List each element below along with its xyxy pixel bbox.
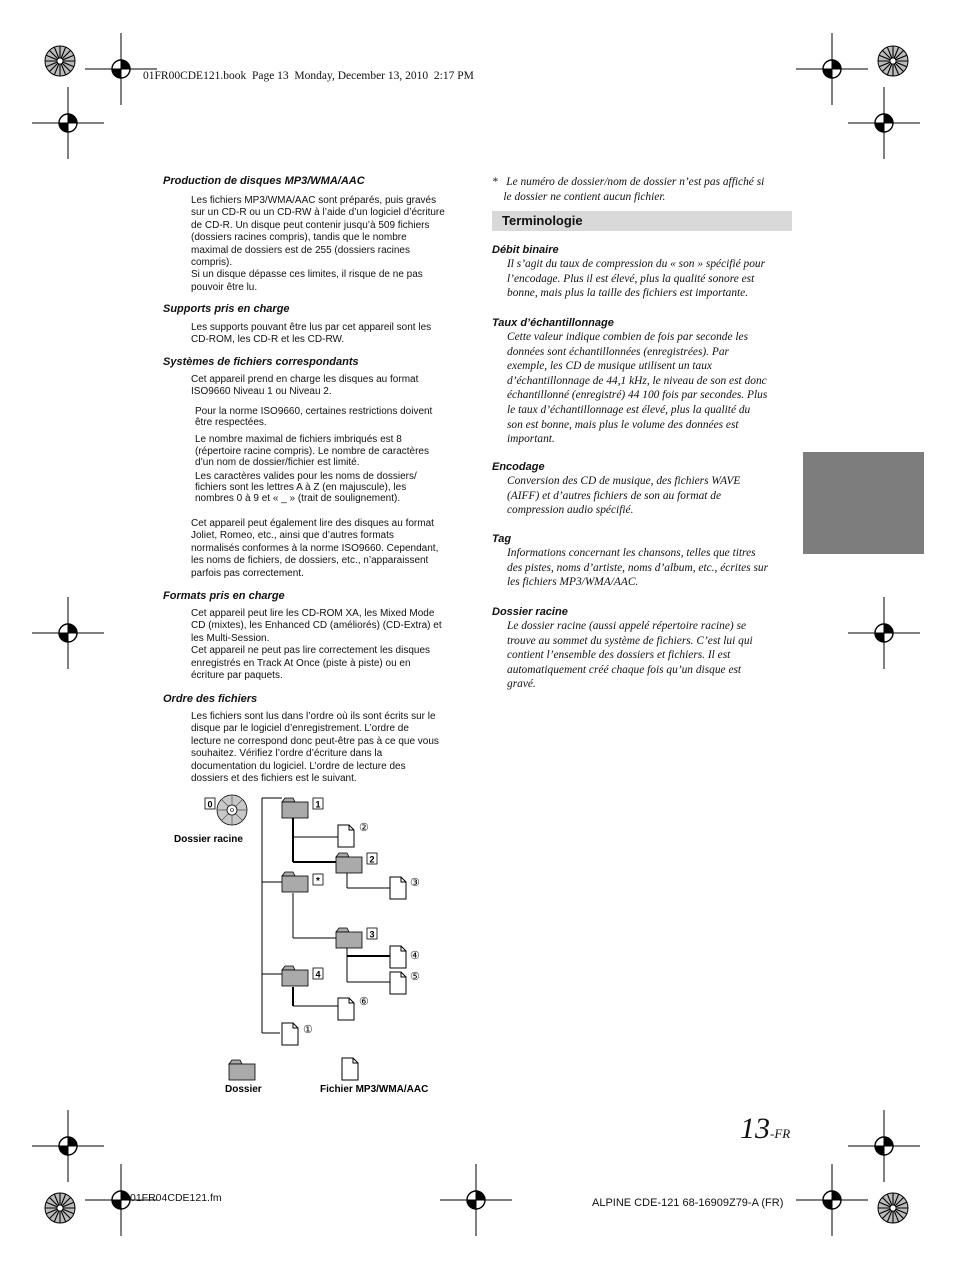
crosshair-mark — [796, 33, 868, 105]
file-icon — [390, 877, 406, 899]
corner-star-bottom-right — [878, 1193, 908, 1223]
footer-filename: 01FR04CDE121.fm — [130, 1192, 222, 1204]
crosshair-mark — [32, 87, 104, 159]
term-body: Cette valeur indique combien de fois par seconde les données sont échantillonnées (enregistrées). Par exemple, les CD de musique utilisent un taux d’échantillonnage de 44,1 kHz, le niveau de son est donc échantillonné (enregistré) 44 100 fois par secondes. Plus le taux d’échantillonnage est élevé, plus la qualité du son est bonne, mais plus le volume des données est important. — [507, 331, 768, 446]
diagram-file-label: ② — [359, 822, 369, 834]
section-heading: Ordre des fichiers — [163, 693, 258, 705]
folder-icon — [336, 853, 362, 873]
file-icon — [338, 998, 354, 1020]
section-heading: Supports pris en charge — [163, 303, 290, 315]
diagram-box-label: * — [316, 876, 320, 887]
diagram-file-label: ① — [303, 1024, 313, 1036]
diagram-box-label: 1 — [315, 799, 321, 810]
file-order-diagram — [170, 788, 460, 1100]
page-number-suffix: -FR — [770, 1126, 791, 1141]
root-disc-icon — [217, 795, 247, 825]
diagram-box-label: 2 — [369, 854, 375, 865]
term-body: Informations concernant les chansons, telles que titres des pistes, noms d’artiste, noms d’album, etc., écrites sur les fichiers MP3/WMA/AAC. — [507, 547, 769, 589]
diagram-box-label: 4 — [315, 969, 321, 980]
folder-icon — [282, 966, 308, 986]
root-folder-label: Dossier racine — [174, 834, 243, 845]
section-body: Les fichiers MP3/WMA/AAC sont préparés, puis gravés sur un CD-R ou un CD-RW à l’aide d’un logiciel d’écriture de CD-R. Un disque peut contenir jusqu’à 509 fichiers (dossiers racines compris), tandis que le nombre maximal de dossiers est de 255 (dossiers racines compris). Si un disque dépasse ces limites, il risque de ne pas pouvoir être lu. — [191, 195, 445, 293]
note-item: Le nombre maximal de fichiers imbriqués est 8 (répertoire racine compris). Le nombre de caractères d’un nom de dossier/fichier est limité. — [195, 434, 429, 468]
crosshair-mark — [848, 597, 920, 669]
file-icon — [390, 946, 406, 968]
term-body: Le dossier racine (aussi appelé répertoire racine) se trouve au sommet du système de fichiers. C’est lui qui contient l’ensemble des dossiers et fichiers. Il est automatiquement créé chaque fois qu’un disque est gravé. — [507, 620, 753, 691]
file-icon — [282, 1023, 298, 1045]
side-tab — [803, 452, 924, 554]
file-icon — [338, 825, 354, 847]
section-body: Les supports pouvant être lus par cet appareil sont les CD-ROM, les CD-R et les CD-RW. — [191, 322, 432, 346]
section-heading: Systèmes de fichiers correspondants — [163, 356, 359, 368]
term-heading: Taux d’échantillonnage — [492, 317, 614, 329]
section-heading: Production de disques MP3/WMA/AAC — [163, 175, 365, 187]
note-item: Pour la norme ISO9660, certaines restrictions doivent être respectées. — [195, 406, 433, 428]
page-number — [740, 1112, 790, 1146]
diagram-file-label: ⑥ — [359, 996, 369, 1008]
term-heading: Tag — [492, 533, 512, 545]
terminology-title: Terminologie — [492, 211, 792, 231]
diagram-box-label: 0 — [207, 799, 213, 810]
crosshair-mark — [32, 597, 104, 669]
term-heading: Encodage — [492, 461, 545, 473]
legend-file-label: Fichier MP3/WMA/AAC — [320, 1084, 429, 1095]
section-body: Les fichiers sont lus dans l’ordre où ils sont écrits sur le disque par le logiciel d’enregistrement. L’ordre de lecture ne correspond donc peut-être pas à ce que vous souhaitez. Vérifiez l’ordre d’écriture dans la documentation du logiciel. L’ordre de lecture des dossiers et des fichiers est le suivant. — [191, 711, 439, 785]
legend-file-icon — [342, 1058, 358, 1080]
footer-model: ALPINE CDE-121 68-16909Z79-A (FR) — [592, 1197, 784, 1209]
corner-star-top-right — [878, 46, 908, 76]
crosshair-mark — [85, 33, 157, 105]
legend-folder-icon — [229, 1060, 255, 1080]
crosshair-mark — [848, 87, 920, 159]
crosshair-mark — [440, 1164, 512, 1236]
corner-star-top-left — [45, 46, 75, 76]
file-icon — [390, 972, 406, 994]
footnote: * Le numéro de dossier/nom de dossier n’est pas affiché si le dossier ne contient aucun fichier. — [492, 176, 765, 203]
term-body: Il s’agit du taux de compression du « son » spécifié pour l’encodage. Plus il est élevé, plus la qualité sonore est bonne, mais plus la taille des fichiers est importante. — [507, 258, 766, 300]
crosshair-mark — [796, 1164, 868, 1236]
print-header: 01FR00CDE121.book Page 13 Monday, December 13, 2010 2:17 PM — [143, 70, 474, 82]
diagram-file-label: ⑤ — [410, 971, 420, 983]
section-body: Cet appareil prend en charge les disques au format ISO9660 Niveau 1 ou Niveau 2. — [191, 374, 419, 398]
note-item: Les caractères valides pour les noms de dossiers/ fichiers sont les lettres A à Z (en majuscule), les nombres 0 à 9 et « _ » (trait de soulignement). — [195, 471, 417, 504]
diagram-box-label: 3 — [369, 929, 375, 940]
corner-star-bottom-left — [45, 1193, 75, 1223]
term-body: Conversion des CD de musique, des fichiers WAVE (AIFF) et d’autres fichiers de son au format de compression audio spécifié. — [507, 475, 741, 517]
term-heading: Dossier racine — [492, 606, 568, 618]
crosshair-mark — [848, 1110, 920, 1182]
section-body: Cet appareil peut lire les CD-ROM XA, les Mixed Mode CD (mixtes), les Enhanced CD (améliorés) (CD-Extra) et les Multi-Session. Cet appareil ne peut pas lire correctement les disques enregistrés en Track At Once (piste à piste) ou en écriture par paquets. — [191, 608, 442, 682]
section-body: Cet appareil peut également lire des disques au format Joliet, Romeo, etc., ainsi que d’autres formats normalisés conformes à la norme ISO9660. Cependant, les noms de fichiers, de dossiers, etc., n’apparaissent parfois pas correctement. — [191, 518, 439, 579]
diagram-file-label: ④ — [410, 950, 420, 962]
folder-icon — [282, 872, 308, 892]
section-heading: Formats pris en charge — [163, 590, 285, 602]
term-heading: Débit binaire — [492, 244, 559, 256]
crosshair-mark — [32, 1110, 104, 1182]
folder-icon — [336, 928, 362, 948]
diagram-file-label: ③ — [410, 877, 420, 889]
page-number-value: 13 — [740, 1112, 770, 1145]
legend-folder-label: Dossier — [225, 1084, 262, 1095]
folder-icon — [282, 798, 308, 818]
